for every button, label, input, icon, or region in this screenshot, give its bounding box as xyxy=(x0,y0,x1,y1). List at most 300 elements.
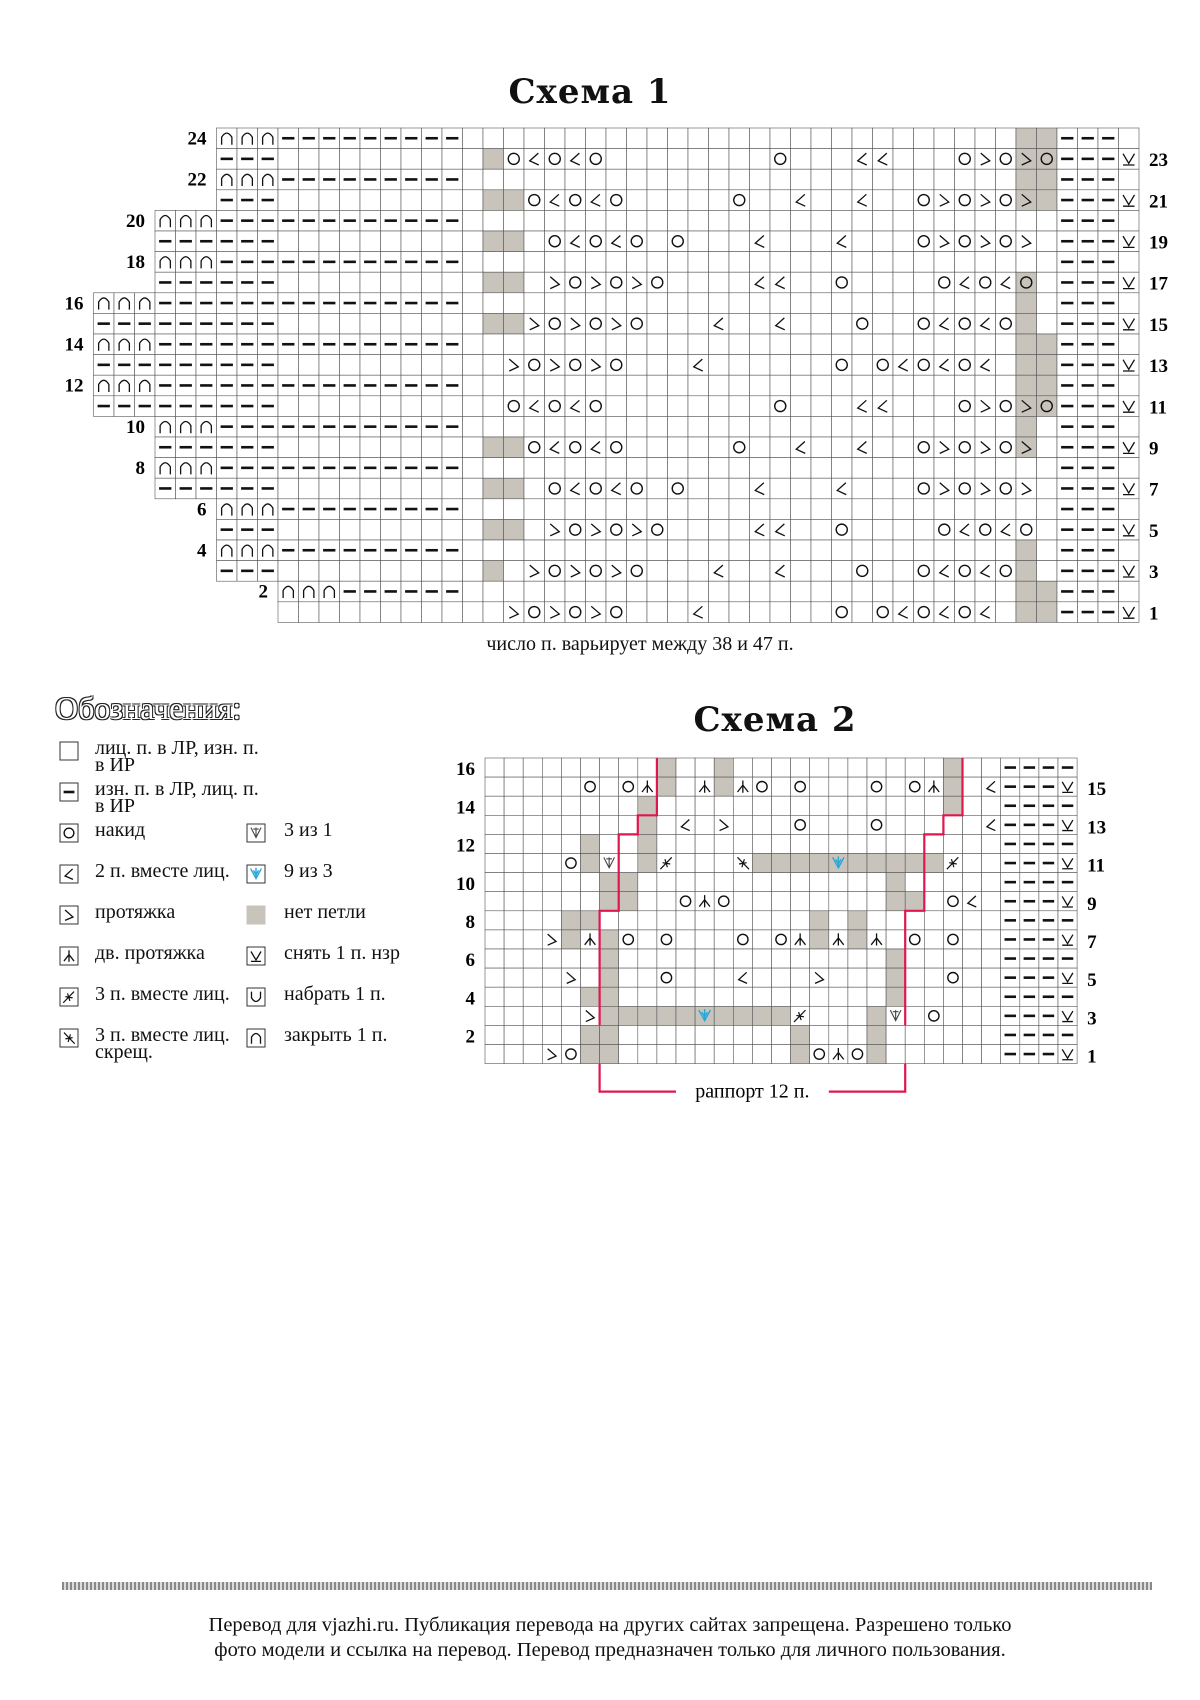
stitch-cell xyxy=(657,758,676,777)
stitch-cell xyxy=(733,911,752,930)
dash-icon xyxy=(1043,995,1054,998)
stitch-cell xyxy=(561,987,580,1006)
stitch-cell xyxy=(829,1006,848,1025)
row-label-right: 5 xyxy=(1087,970,1097,992)
legend-heading: Обозначения: xyxy=(55,690,242,726)
stitch-cell xyxy=(600,758,619,777)
stitch-cell xyxy=(1058,1006,1077,1025)
row-label-left: 6 xyxy=(197,499,207,521)
stitch-cell xyxy=(676,854,695,873)
legend-item-label: 9 из 3 xyxy=(284,860,333,882)
stitch-cell xyxy=(485,758,504,777)
stitch-cell xyxy=(772,892,791,911)
stitch-cell xyxy=(600,834,619,853)
stitch-cell xyxy=(657,815,676,834)
stitch-cell xyxy=(829,1025,848,1044)
stitch-cell xyxy=(982,987,1001,1006)
repeat-bracket-right xyxy=(829,1064,905,1092)
stitch-cell xyxy=(905,1045,924,1064)
stitch-cell xyxy=(733,815,752,834)
dash-icon xyxy=(1062,995,1073,998)
footer-line-1: Перевод для vjazhi.ru. Публикация перевода на других сайтах запрещена. Разрешено только xyxy=(208,1614,1012,1636)
stitch-cell xyxy=(657,796,676,815)
dash-icon xyxy=(1024,1015,1035,1018)
stitch-cell xyxy=(485,1025,504,1044)
stitch-cell xyxy=(542,892,561,911)
stitch-cell xyxy=(619,911,638,930)
stitch-cell xyxy=(963,873,982,892)
stitch-cell xyxy=(905,949,924,968)
stitch-cell xyxy=(676,930,695,949)
stitch-cell xyxy=(963,1045,982,1064)
stitch-cell xyxy=(600,1025,619,1044)
stitch-cell xyxy=(714,777,733,796)
stitch-cell xyxy=(848,987,867,1006)
stitch-cell xyxy=(829,815,848,834)
stitch-cell xyxy=(485,1006,504,1025)
stitch-cell xyxy=(638,949,657,968)
stitch-cell xyxy=(848,968,867,987)
stitch-cell xyxy=(943,834,962,853)
stitch-cell xyxy=(600,873,619,892)
stitch-cell xyxy=(561,777,580,796)
stitch-cell xyxy=(886,987,905,1006)
stitch-cell xyxy=(848,758,867,777)
stitch-cell xyxy=(485,796,504,815)
stitch-cell xyxy=(657,892,676,911)
dash-icon xyxy=(1005,1015,1016,1018)
stitch-cell xyxy=(791,987,810,1006)
stitch-cell xyxy=(963,987,982,1006)
row-label-right: 5 xyxy=(1149,520,1159,542)
dash-icon xyxy=(1005,804,1016,807)
stitch-cell xyxy=(581,777,600,796)
dash-icon xyxy=(1043,1053,1054,1056)
stitch-cell xyxy=(523,892,542,911)
stitch-cell xyxy=(886,854,905,873)
row-label-left: 18 xyxy=(126,252,145,274)
stitch-cell xyxy=(772,1045,791,1064)
stitch-cell xyxy=(905,777,924,796)
dash-icon xyxy=(1043,957,1054,960)
stitch-cell xyxy=(638,968,657,987)
stitch-cell xyxy=(943,911,962,930)
stitch-cell xyxy=(772,1025,791,1044)
stitch-cell xyxy=(695,930,714,949)
stitch-cell xyxy=(1058,815,1077,834)
stitch-cell xyxy=(963,949,982,968)
stitch-cell xyxy=(504,949,523,968)
stitch-cell xyxy=(829,949,848,968)
stitch-cell xyxy=(523,987,542,1006)
stitch-cell xyxy=(943,1006,962,1025)
dash-icon xyxy=(1024,957,1035,960)
row-label-right: 7 xyxy=(1149,479,1159,501)
dash-icon xyxy=(1043,919,1054,922)
stitch-cell xyxy=(848,854,867,873)
stitch-cell xyxy=(943,987,962,1006)
stitch-cell xyxy=(638,1006,657,1025)
stitch-cell xyxy=(848,777,867,796)
stitch-cell xyxy=(791,815,810,834)
stitch-cell xyxy=(886,1045,905,1064)
stitch-cell xyxy=(676,1045,695,1064)
dash-icon xyxy=(1043,862,1054,865)
stitch-cell xyxy=(561,854,580,873)
dash-icon xyxy=(1062,843,1073,846)
chart2-title: Схема 2 xyxy=(693,700,857,740)
stitch-cell xyxy=(886,949,905,968)
stitch-cell xyxy=(676,987,695,1006)
stitch-cell xyxy=(542,1006,561,1025)
legend-item-label: набрать 1 п. xyxy=(284,983,386,1005)
stitch-cell xyxy=(791,758,810,777)
stitch-cell xyxy=(504,854,523,873)
stitch-cell xyxy=(581,911,600,930)
stitch-cell xyxy=(886,758,905,777)
stitch-cell xyxy=(829,758,848,777)
stitch-cell xyxy=(924,1025,943,1044)
stitch-cell xyxy=(504,758,523,777)
stitch-cell xyxy=(657,949,676,968)
stitch-cell xyxy=(772,777,791,796)
legend-item-label: протяжка xyxy=(95,901,176,923)
stitch-cell xyxy=(886,873,905,892)
stitch-cell xyxy=(581,758,600,777)
stitch-cell xyxy=(581,1006,600,1025)
stitch-cell xyxy=(867,854,886,873)
stitch-cell xyxy=(619,777,638,796)
stitch-cell xyxy=(924,968,943,987)
stitch-cell xyxy=(504,1025,523,1044)
stitch-cell xyxy=(963,796,982,815)
row-label-right: 17 xyxy=(1149,273,1168,295)
stitch-cell xyxy=(924,796,943,815)
stitch-cell xyxy=(924,930,943,949)
stitch-cell xyxy=(1058,777,1077,796)
stitch-cell xyxy=(714,758,733,777)
stitch-cell xyxy=(752,1025,771,1044)
stitch-cell xyxy=(752,815,771,834)
dash-icon xyxy=(1024,843,1035,846)
stitch-cell xyxy=(810,930,829,949)
stitch-cell xyxy=(1058,854,1077,873)
stitch-cell xyxy=(676,777,695,796)
row-label-left: 4 xyxy=(197,540,207,562)
legend-item-label: 2 п. вместе лиц. xyxy=(95,860,230,882)
stitch-cell xyxy=(772,968,791,987)
stitch-cell xyxy=(982,873,1001,892)
stitch-cell xyxy=(695,854,714,873)
stitch-cell xyxy=(485,930,504,949)
dash-icon xyxy=(1005,1034,1016,1037)
stitch-cell xyxy=(695,911,714,930)
legend-item-label: изн. п. в ЛР, лиц. п. в ИР xyxy=(95,778,259,817)
stitch-cell xyxy=(752,834,771,853)
stitch-cell xyxy=(733,987,752,1006)
stitch-cell xyxy=(772,930,791,949)
stitch-cell xyxy=(963,854,982,873)
stitch-cell xyxy=(733,758,752,777)
stitch-cell xyxy=(867,758,886,777)
stitch-cell xyxy=(676,949,695,968)
stitch-cell xyxy=(638,873,657,892)
stitch-cell xyxy=(829,834,848,853)
stitch-cell xyxy=(772,815,791,834)
stitch-cell xyxy=(561,796,580,815)
stitch-cell xyxy=(848,911,867,930)
dash-icon xyxy=(1062,804,1073,807)
dash-icon xyxy=(1062,766,1073,769)
stitch-cell xyxy=(982,796,1001,815)
stitch-cell xyxy=(523,854,542,873)
dash-icon xyxy=(1043,976,1054,979)
stitch-cell xyxy=(523,911,542,930)
stitch-cell xyxy=(714,834,733,853)
stitch-cell xyxy=(542,873,561,892)
stitch-cell xyxy=(752,930,771,949)
stitch-cell xyxy=(581,892,600,911)
stitch-cell xyxy=(810,949,829,968)
stitch-cell xyxy=(542,854,561,873)
stitch-cell xyxy=(1058,968,1077,987)
stitch-cell xyxy=(810,987,829,1006)
stitch-cell xyxy=(714,968,733,987)
stitch-cell xyxy=(943,892,962,911)
row-label-right: 3 xyxy=(1087,1008,1097,1030)
stitch-cell xyxy=(810,758,829,777)
row-label-left: 2 xyxy=(465,1026,475,1048)
dash-icon xyxy=(1062,919,1073,922)
stitch-cell xyxy=(676,968,695,987)
stitch-cell xyxy=(752,854,771,873)
dash-icon xyxy=(1043,1015,1054,1018)
stitch-cell xyxy=(600,968,619,987)
dash-icon xyxy=(1005,843,1016,846)
stitch-cell xyxy=(581,987,600,1006)
row-label-left: 10 xyxy=(456,873,475,895)
dash-icon xyxy=(1043,938,1054,941)
stitch-cell xyxy=(733,796,752,815)
stitch-cell xyxy=(924,834,943,853)
row-label-right: 19 xyxy=(1149,232,1168,254)
dash-icon xyxy=(1005,785,1016,788)
stitch-cell xyxy=(676,815,695,834)
row-label-right: 23 xyxy=(1149,150,1168,172)
stitch-cell xyxy=(905,1025,924,1044)
stitch-cell xyxy=(714,1045,733,1064)
stitch-cell xyxy=(695,758,714,777)
stitch-cell xyxy=(829,987,848,1006)
legend-item-label: 3 п. вместе лиц. скрещ. xyxy=(95,1024,230,1063)
stitch-cell xyxy=(523,796,542,815)
stitch-cell xyxy=(542,987,561,1006)
stitch-cell xyxy=(791,911,810,930)
stitch-cell xyxy=(1058,1045,1077,1064)
stitch-cell xyxy=(752,892,771,911)
row-label-left: 8 xyxy=(465,911,475,933)
stitch-cell xyxy=(963,777,982,796)
stitch-cell xyxy=(1058,930,1077,949)
stitch-cell xyxy=(581,949,600,968)
stitch-cell xyxy=(542,949,561,968)
stitch-cell xyxy=(752,949,771,968)
stitch-cell xyxy=(752,911,771,930)
stitch-cell xyxy=(542,815,561,834)
stitch-cell xyxy=(733,834,752,853)
stitch-cell xyxy=(504,1045,523,1064)
row-label-right: 15 xyxy=(1087,779,1107,801)
stitch-cell xyxy=(752,968,771,987)
stitch-cell xyxy=(561,758,580,777)
stitch-cell xyxy=(581,873,600,892)
stitch-cell xyxy=(886,1025,905,1044)
stitch-cell xyxy=(695,1025,714,1044)
stitch-cell xyxy=(504,987,523,1006)
row-label-left: 20 xyxy=(126,210,145,232)
stitch-cell xyxy=(561,834,580,853)
dash-icon xyxy=(1005,862,1016,865)
stitch-cell xyxy=(886,911,905,930)
chart1-title: Схема 1 xyxy=(508,72,672,112)
dash-icon xyxy=(1005,995,1016,998)
stitch-cell xyxy=(504,968,523,987)
stitch-cell xyxy=(982,854,1001,873)
stitch-cell xyxy=(733,1006,752,1025)
stitch-cell xyxy=(523,777,542,796)
stitch-cell xyxy=(485,854,504,873)
legend-item-label: снять 1 п. нзр xyxy=(284,942,400,964)
dash-icon xyxy=(1005,881,1016,884)
stitch-cell xyxy=(982,1006,1001,1025)
stitch-cell xyxy=(791,892,810,911)
stitch-cell xyxy=(619,854,638,873)
stitch-cell xyxy=(943,758,962,777)
row-label-left: 10 xyxy=(126,416,145,438)
stitch-cell xyxy=(982,930,1001,949)
stitch-cell xyxy=(695,987,714,1006)
stitch-cell xyxy=(943,1045,962,1064)
stitch-cell xyxy=(905,854,924,873)
stitch-cell xyxy=(867,949,886,968)
stitch-cell xyxy=(867,796,886,815)
stitch-cell xyxy=(542,1045,561,1064)
dash-icon xyxy=(1024,1034,1035,1037)
stitch-cell xyxy=(943,796,962,815)
row-label-right: 21 xyxy=(1149,191,1168,213)
stitch-cell xyxy=(829,796,848,815)
row-label-right: 13 xyxy=(1149,356,1168,378)
stitch-cell xyxy=(905,1006,924,1025)
legend-item-label: накид xyxy=(95,819,146,841)
stitch-cell xyxy=(963,911,982,930)
stitch-cell xyxy=(619,949,638,968)
stitch-cell xyxy=(829,968,848,987)
stitch-cell xyxy=(714,930,733,949)
stitch-cell xyxy=(657,911,676,930)
dash-icon xyxy=(1024,785,1035,788)
stitch-cell xyxy=(619,815,638,834)
stitch-cell xyxy=(504,815,523,834)
row-label-left: 8 xyxy=(135,458,145,480)
stitch-cell xyxy=(924,911,943,930)
stitch-cell xyxy=(600,892,619,911)
stitch-cell xyxy=(714,815,733,834)
dash-icon xyxy=(1062,957,1073,960)
stitch-cell xyxy=(791,873,810,892)
repeat-bracket-left xyxy=(600,1064,676,1092)
stitch-cell xyxy=(581,834,600,853)
dash-icon xyxy=(1043,785,1054,788)
row-label-right: 9 xyxy=(1149,438,1159,460)
stitch-cell xyxy=(848,1006,867,1025)
stitch-cell xyxy=(638,911,657,930)
row-label-right: 3 xyxy=(1149,562,1159,584)
stitch-cell xyxy=(695,834,714,853)
dash-icon xyxy=(1024,995,1035,998)
stitch-cell xyxy=(982,777,1001,796)
stitch-cell xyxy=(714,854,733,873)
stitch-cell xyxy=(886,777,905,796)
stitch-cell xyxy=(485,949,504,968)
dash-icon xyxy=(1043,824,1054,827)
stitch-cell xyxy=(542,758,561,777)
stitch-cell xyxy=(619,834,638,853)
stitch-cell xyxy=(619,968,638,987)
stitch-cell xyxy=(638,1025,657,1044)
stitch-cell xyxy=(772,834,791,853)
stitch-cell xyxy=(963,1025,982,1044)
stitch-cell xyxy=(963,968,982,987)
stitch-cell xyxy=(657,987,676,1006)
dash-icon xyxy=(1024,919,1035,922)
stitch-cell xyxy=(752,777,771,796)
stitch-cell xyxy=(485,1045,504,1064)
stitch-cell xyxy=(600,930,619,949)
stitch-cell xyxy=(905,911,924,930)
stitch-cell xyxy=(733,873,752,892)
stitch-cell xyxy=(791,834,810,853)
stitch-cell xyxy=(982,815,1001,834)
stitch-cell xyxy=(810,873,829,892)
stitch-cell xyxy=(810,854,829,873)
stitch-cell xyxy=(714,892,733,911)
dash-icon xyxy=(1005,919,1016,922)
stitch-cell xyxy=(714,1025,733,1044)
stitch-cell xyxy=(752,987,771,1006)
stitch-cell xyxy=(772,758,791,777)
row-label-left: 22 xyxy=(187,169,207,191)
stitch-cell xyxy=(695,949,714,968)
stitch-cell xyxy=(905,873,924,892)
row-label-right: 1 xyxy=(1149,603,1159,625)
stitch-cell xyxy=(523,1045,542,1064)
stitch-cell xyxy=(657,834,676,853)
stitch-cell xyxy=(485,873,504,892)
stitch-cell xyxy=(810,1045,829,1064)
stitch-cell xyxy=(924,815,943,834)
stitch-cell xyxy=(714,873,733,892)
stitch-cell xyxy=(886,892,905,911)
dash-icon xyxy=(1043,804,1054,807)
stitch-cell xyxy=(581,968,600,987)
dash-icon xyxy=(1024,804,1035,807)
stitch-cell xyxy=(733,1045,752,1064)
stitch-cell xyxy=(619,873,638,892)
stitch-cell xyxy=(676,796,695,815)
stitch-cell xyxy=(657,1006,676,1025)
stitch-cell xyxy=(867,1045,886,1064)
